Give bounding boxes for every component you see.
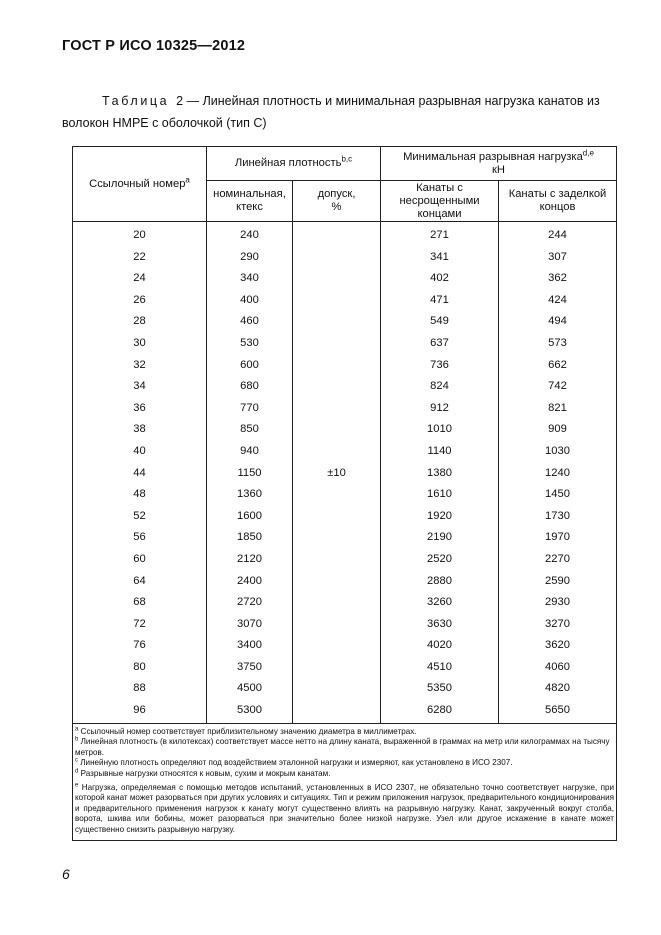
cell-reference-number: 30 (73, 333, 207, 355)
document-header: ГОСТ Р ИСО 10325—2012 (62, 38, 246, 54)
cell-load-unspliced: 4020 (381, 635, 499, 657)
cell-nominal-density: 1850 (207, 527, 293, 549)
cell-reference-number: 88 (73, 678, 207, 700)
cell-nominal-density: 240 (207, 222, 293, 247)
cell-nominal-density: 460 (207, 311, 293, 333)
cell-load-unspliced: 1010 (381, 419, 499, 441)
cell-reference-number: 34 (73, 376, 207, 398)
cell-load-spliced: 1970 (499, 527, 617, 549)
header-breaking-load: Минимальная разрывная нагрузка$^{d,e}$ кН (381, 147, 617, 181)
cell-nominal-density: 290 (207, 247, 293, 269)
cell-load-unspliced: 2880 (381, 571, 499, 593)
cell-load-unspliced: 1920 (381, 506, 499, 528)
cell-nominal-density: 2400 (207, 571, 293, 593)
cell-reference-number: 20 (73, 222, 207, 247)
cell-reference-number: 32 (73, 355, 207, 377)
caption-number: 2 (176, 94, 184, 108)
cell-load-unspliced: 736 (381, 355, 499, 377)
cell-reference-number: 72 (73, 614, 207, 636)
cell-load-unspliced: 1140 (381, 441, 499, 463)
rope-table (72, 146, 617, 841)
cell-load-unspliced: 402 (381, 268, 499, 290)
caption-text-2: волокон HMPE с оболочкой (тип С) (62, 116, 267, 130)
cell-load-unspliced: 824 (381, 376, 499, 398)
cell-load-unspliced: 3260 (381, 592, 499, 614)
footnote-a: $^a$ Ссылочный номер соответствует приблизительному значению диаметра в миллиметрах. (75, 725, 417, 736)
cell-load-spliced: 2590 (499, 571, 617, 593)
cell-load-spliced: 4820 (499, 678, 617, 700)
cell-load-unspliced: 341 (381, 247, 499, 269)
cell-load-spliced: 1030 (499, 441, 617, 463)
cell-load-spliced: 1730 (499, 506, 617, 528)
cell-nominal-density: 2120 (207, 549, 293, 571)
cell-reference-number: 64 (73, 571, 207, 593)
cell-load-spliced: 494 (499, 311, 617, 333)
cell-reference-number: 48 (73, 484, 207, 506)
caption-text-1: — Линейная плотность и минимальная разрывная нагрузка канатов из (186, 94, 600, 108)
header-reference-number: Ссылочный номер$^a$ (73, 147, 207, 222)
cell-reference-number: 80 (73, 657, 207, 679)
table-row (73, 222, 617, 247)
cell-load-spliced: 1450 (499, 484, 617, 506)
table-caption (62, 90, 622, 134)
footnote-c: $^c$ Линейную плотность определяют под воздействием эталонной нагрузки и измеряют, как установлено в ИСО 2307. (75, 757, 513, 768)
cell-nominal-density: 3750 (207, 657, 293, 679)
cell-nominal-density: 600 (207, 355, 293, 377)
cell-load-spliced: 3270 (499, 614, 617, 636)
cell-nominal-density: 530 (207, 333, 293, 355)
cell-reference-number: 24 (73, 268, 207, 290)
footnote-d: $^d$ Разрывные нагрузки относятся к новым, сухим и мокрым канатам. (75, 768, 331, 779)
cell-nominal-density: 1360 (207, 484, 293, 506)
header-unspliced: Канаты с несрощенными концами (381, 181, 499, 222)
cell-nominal-density: 850 (207, 419, 293, 441)
cell-load-spliced: 424 (499, 290, 617, 312)
cell-nominal-density: 2720 (207, 592, 293, 614)
cell-load-spliced: 244 (499, 222, 617, 247)
cell-reference-number: 26 (73, 290, 207, 312)
cell-reference-number: 36 (73, 398, 207, 420)
footnote-e: $^e$ Нагрузка, определяемая с помощью методов испытаний, установленных в ИСО 2307, не обязательно точно соответствует нагрузке, при которой канат может разорваться при других условиях и ситуациях. Тип и режим приложения нагрузок, предварительного кондиционирования и предварительного применения нагрузок к канату могут существенно влиять на разрывную нагрузку. Канат, закрученный вокруг столба, ворота, шкива или бобины, может разорваться при значительно более низкой нагрузке. Узел или другое искажение в канате может существенно снизить разрывную нагрузку. (75, 781, 614, 834)
cell-load-unspliced: 637 (381, 333, 499, 355)
cell-load-unspliced: 5350 (381, 678, 499, 700)
cell-tolerance: ±10 (293, 222, 381, 724)
header-spliced: Канаты с заделкой концов (499, 181, 617, 222)
cell-load-unspliced: 1610 (381, 484, 499, 506)
cell-reference-number: 52 (73, 506, 207, 528)
cell-load-spliced: 4060 (499, 657, 617, 679)
header-nominal: номинальная, ктекс (207, 181, 293, 222)
header-tolerance: допуск, % (293, 181, 381, 222)
cell-reference-number: 96 (73, 700, 207, 723)
cell-load-spliced: 821 (499, 398, 617, 420)
cell-load-unspliced: 912 (381, 398, 499, 420)
cell-load-unspliced: 4510 (381, 657, 499, 679)
cell-load-spliced: 742 (499, 376, 617, 398)
cell-reference-number: 60 (73, 549, 207, 571)
cell-nominal-density: 5300 (207, 700, 293, 723)
cell-nominal-density: 3400 (207, 635, 293, 657)
caption-label: Таблица (102, 94, 170, 108)
cell-nominal-density: 3070 (207, 614, 293, 636)
cell-nominal-density: 770 (207, 398, 293, 420)
cell-load-spliced: 362 (499, 268, 617, 290)
cell-load-unspliced: 1380 (381, 463, 499, 485)
cell-nominal-density: 1600 (207, 506, 293, 528)
cell-reference-number: 22 (73, 247, 207, 269)
cell-load-spliced: 2270 (499, 549, 617, 571)
cell-reference-number: 40 (73, 441, 207, 463)
cell-load-spliced: 5650 (499, 700, 617, 723)
cell-nominal-density: 400 (207, 290, 293, 312)
cell-load-spliced: 3620 (499, 635, 617, 657)
cell-load-spliced: 2930 (499, 592, 617, 614)
rope-table-container (72, 146, 616, 841)
header-linear-density: Линейная плотность$^{b,c}$ (207, 147, 381, 181)
cell-reference-number: 44 (73, 463, 207, 485)
cell-load-spliced: 573 (499, 333, 617, 355)
cell-reference-number: 28 (73, 311, 207, 333)
page-number: 6 (62, 866, 70, 882)
cell-load-unspliced: 6280 (381, 700, 499, 723)
cell-load-spliced: 909 (499, 419, 617, 441)
table-footnotes (73, 723, 617, 840)
cell-load-unspliced: 549 (381, 311, 499, 333)
cell-load-unspliced: 271 (381, 222, 499, 247)
table-body (73, 222, 617, 724)
cell-nominal-density: 940 (207, 441, 293, 463)
cell-load-unspliced: 2520 (381, 549, 499, 571)
cell-reference-number: 68 (73, 592, 207, 614)
cell-nominal-density: 1150 (207, 463, 293, 485)
cell-nominal-density: 4500 (207, 678, 293, 700)
cell-reference-number: 38 (73, 419, 207, 441)
cell-load-unspliced: 471 (381, 290, 499, 312)
cell-nominal-density: 340 (207, 268, 293, 290)
cell-load-spliced: 662 (499, 355, 617, 377)
cell-load-unspliced: 2190 (381, 527, 499, 549)
footnote-b: $^b$ Линейная плотность (в килотексах) соответствует массе нетто на длину каната, выраженной в граммах на метр или килограммах на тысячу метров. (75, 736, 610, 757)
cell-load-unspliced: 3630 (381, 614, 499, 636)
cell-reference-number: 76 (73, 635, 207, 657)
cell-load-spliced: 1240 (499, 463, 617, 485)
cell-nominal-density: 680 (207, 376, 293, 398)
cell-load-spliced: 307 (499, 247, 617, 269)
cell-reference-number: 56 (73, 527, 207, 549)
